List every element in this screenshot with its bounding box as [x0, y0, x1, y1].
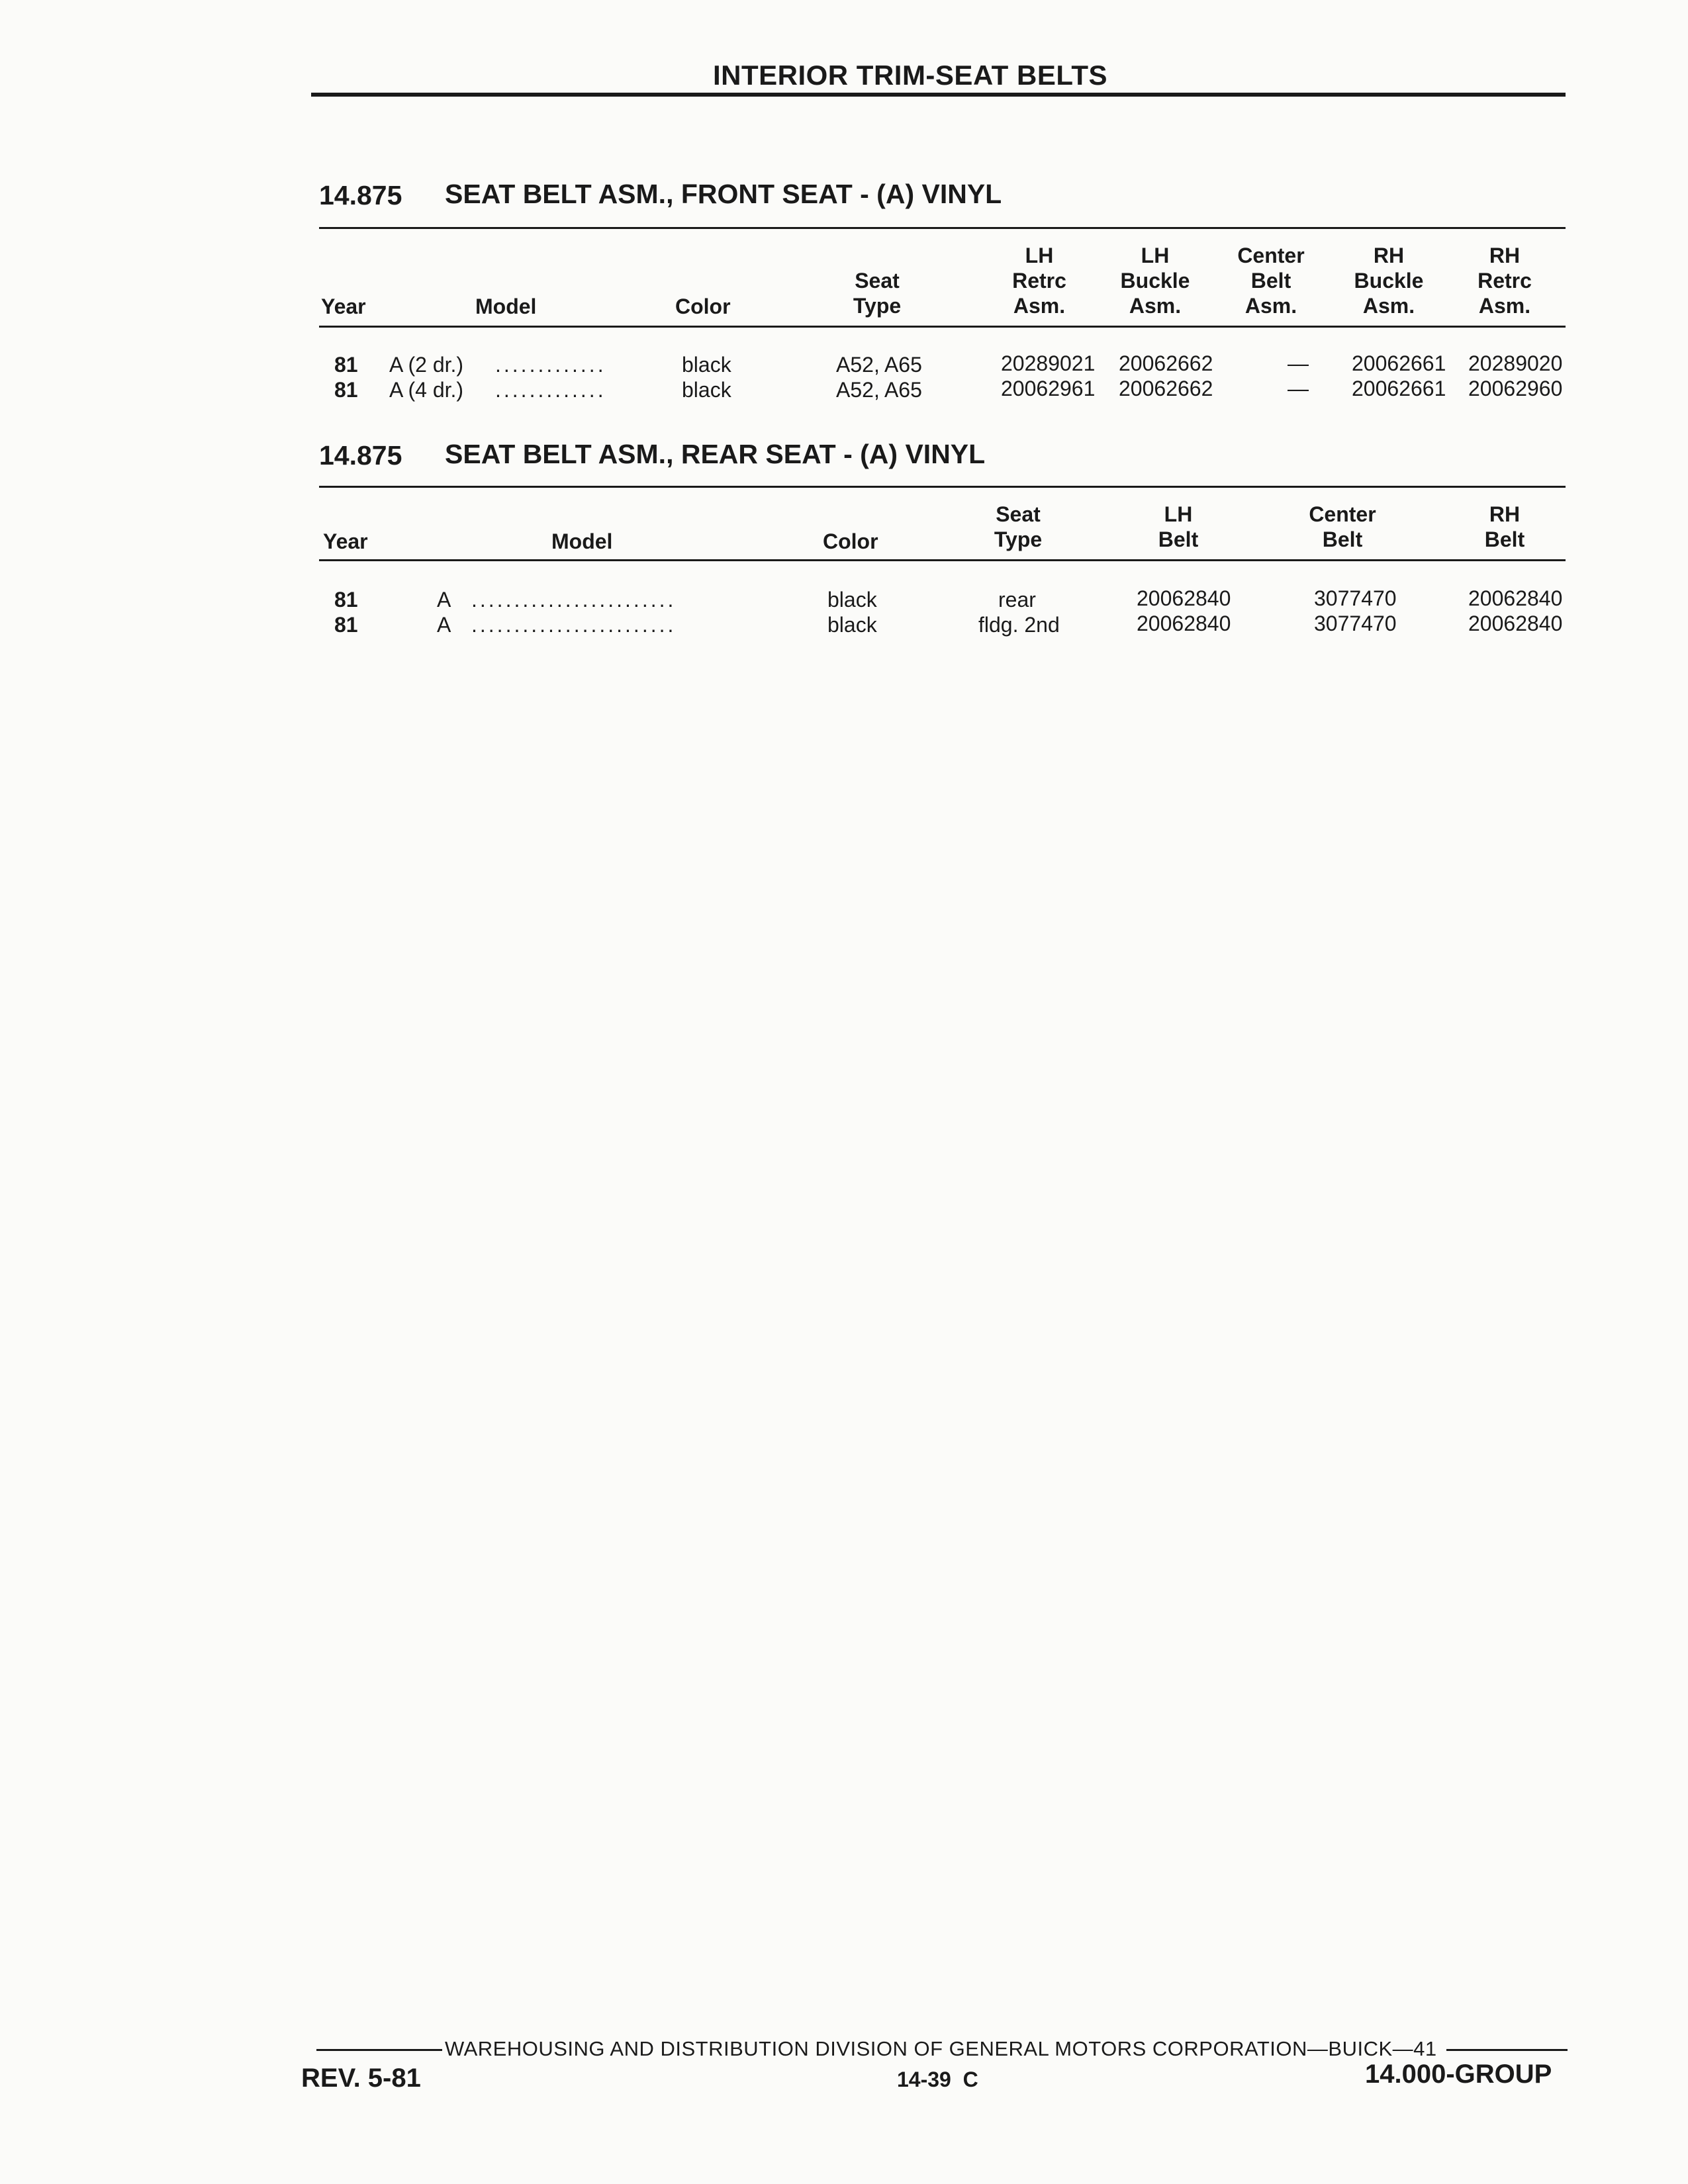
model-cell: A (2 dr.) [389, 353, 464, 377]
footer-group: 14.000-GROUP [1365, 2060, 1552, 2089]
color-cell: black [682, 378, 731, 402]
footer-rule-right [1446, 2049, 1568, 2051]
leader-dots: ............. [495, 378, 606, 402]
front-col-model: Model [475, 295, 537, 318]
header-rule [311, 93, 1566, 97]
seat-type-cell: A52, A65 [836, 353, 922, 377]
rear-section-number: 14.875 [319, 440, 402, 471]
center-belt-cell: 3077470 [1314, 612, 1397, 635]
lh-buckle-cell: 20062662 [1119, 351, 1213, 375]
year-cell: 81 [334, 378, 358, 402]
seat-type-cell: A52, A65 [836, 378, 922, 402]
color-cell: black [827, 588, 877, 612]
leader-dots: ........................ [471, 613, 677, 637]
rh-belt-cell: 20062840 [1468, 586, 1563, 610]
lh-buckle-cell: 20062662 [1119, 377, 1213, 400]
color-cell: black [827, 613, 877, 637]
footer-division: WAREHOUSING AND DISTRIBUTION DIVISION OF GENERAL MOTORS CORPORATION—BUICK—41 [445, 2037, 1437, 2060]
front-col-rh-buckle: RH Buckle Asm. [1354, 244, 1424, 318]
front-top-rule [319, 227, 1566, 229]
rear-top-rule [319, 486, 1566, 488]
rear-section-title: SEAT BELT ASM., REAR SEAT - (A) VINYL [445, 439, 986, 469]
lh-retrc-cell: 20289021 [1001, 351, 1096, 375]
year-cell: 81 [334, 588, 358, 612]
rear-col-lh-belt: LH Belt [1158, 502, 1199, 551]
rh-retrc-cell: 20062960 [1468, 377, 1563, 400]
rh-retrc-cell: 20289020 [1468, 351, 1563, 375]
rh-belt-cell: 20062840 [1468, 612, 1563, 635]
seat-type-cell: rear [998, 588, 1036, 612]
page-title: INTERIOR TRIM-SEAT BELTS [712, 60, 1108, 91]
rear-col-model: Model [551, 529, 613, 553]
front-section-number: 14.875 [319, 180, 402, 210]
model-cell: A [437, 613, 451, 637]
footer-rev: REV. 5-81 [301, 2064, 421, 2093]
lh-belt-cell: 20062840 [1137, 612, 1231, 635]
year-cell: 81 [334, 613, 358, 637]
rear-col-center-belt: Center Belt [1309, 502, 1376, 551]
rear-col-rh-belt: RH Belt [1484, 502, 1525, 551]
center-belt-cell: — [1288, 351, 1309, 375]
rear-header-rule [319, 559, 1566, 561]
front-col-rh-retrc: RH Retrc Asm. [1477, 244, 1532, 318]
front-col-center-belt: Center Belt Asm. [1237, 244, 1305, 318]
color-cell: black [682, 353, 731, 377]
rear-col-year: Year [323, 529, 368, 553]
lh-belt-cell: 20062840 [1137, 586, 1231, 610]
year-cell: 81 [334, 353, 358, 377]
front-col-color: Color [675, 295, 731, 318]
model-cell: A [437, 588, 451, 612]
front-col-year: Year [321, 295, 366, 318]
model-cell: A (4 dr.) [389, 378, 464, 402]
rh-buckle-cell: 20062661 [1352, 377, 1446, 400]
footer-rule-left [316, 2049, 442, 2051]
lh-retrc-cell: 20062961 [1001, 377, 1096, 400]
front-section-title: SEAT BELT ASM., FRONT SEAT - (A) VINYL [445, 179, 1002, 209]
leader-dots: ........................ [471, 588, 677, 612]
front-col-lh-buckle: LH Buckle Asm. [1120, 244, 1190, 318]
front-header-rule [319, 326, 1566, 328]
rh-buckle-cell: 20062661 [1352, 351, 1446, 375]
center-belt-cell: 3077470 [1314, 586, 1397, 610]
seat-type-cell: fldg. 2nd [978, 613, 1060, 637]
leader-dots: ............. [495, 353, 606, 377]
footer-page-number: 14-39 C [897, 2068, 978, 2091]
rear-col-seat-type: Seat Type [994, 502, 1043, 551]
rear-col-color: Color [823, 529, 878, 553]
center-belt-cell: — [1288, 377, 1309, 400]
front-col-lh-retrc: LH Retrc Asm. [1012, 244, 1066, 318]
front-col-seat-type: Seat Type [853, 269, 902, 318]
